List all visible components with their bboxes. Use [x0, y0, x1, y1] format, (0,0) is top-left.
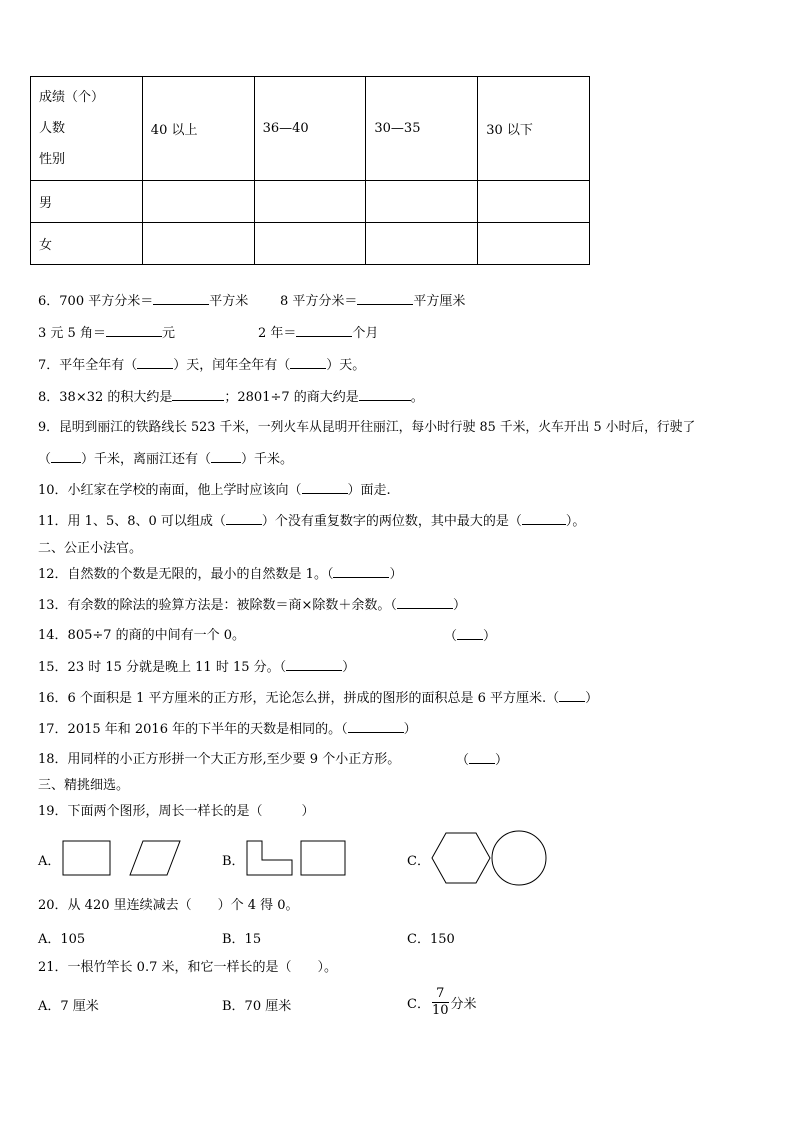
answer-blank[interactable] [226, 512, 262, 525]
table-header-row [31, 77, 590, 181]
answer-blank[interactable] [457, 627, 483, 640]
option-c-figures [430, 830, 550, 888]
q14-text: （ [444, 629, 458, 644]
question-21: 21．一根竹竿长 0.7 米，和它一样长的是（ ）。 [38, 960, 337, 975]
question-14-answer [444, 627, 496, 646]
q12-text: ） [389, 567, 403, 582]
table-header-cell: 30 以下 [478, 77, 590, 181]
q9-text: ）千米。 [241, 452, 294, 467]
square-shape [301, 841, 345, 875]
question-14 [38, 627, 245, 645]
option-c-label[interactable]: C． [407, 854, 430, 869]
question-16 [38, 689, 598, 708]
table-header-cell: 40 以上 [142, 77, 254, 181]
hexagon-shape [432, 833, 490, 883]
option-c[interactable] [407, 986, 477, 1019]
q11-text: ）。 [565, 514, 586, 529]
question-13 [38, 596, 466, 615]
q10-text: 10．小红家在学校的南面，他上学时应该向（ [38, 483, 302, 498]
q18-text: （ [456, 753, 470, 768]
table-cell[interactable] [478, 223, 590, 265]
section-3-heading: 三、精挑细选。 [38, 778, 130, 793]
answer-blank[interactable] [302, 481, 348, 494]
l-shape [247, 841, 292, 875]
option-b[interactable]: B．15 [222, 932, 262, 947]
question-6-line-2 [38, 324, 175, 343]
question-19: 19．下面两个图形，周长一样长的是（ ） [38, 804, 315, 819]
q18-text: ） [495, 753, 509, 768]
answer-blank[interactable] [137, 356, 173, 369]
q14-text: ） [483, 629, 497, 644]
option-c-unit: 分米 [450, 997, 477, 1012]
table-header-cell: 30—35 [366, 77, 478, 181]
table-cell[interactable] [366, 223, 478, 265]
table-header-cell: 36—40 [254, 77, 366, 181]
circle-shape [492, 831, 546, 885]
option-a[interactable]: A．105 [38, 932, 86, 947]
q17-text: ） [403, 722, 417, 737]
answer-blank[interactable] [286, 658, 342, 671]
q6-unit-c: 元 [161, 326, 175, 341]
q8-text: 。 [410, 390, 424, 405]
q13-text: 13．有余数的除法的验算方法是：被除数＝商×除数＋余数。（ [38, 598, 397, 613]
question-18 [38, 751, 400, 769]
question-6-line-1b [280, 292, 465, 311]
question-17 [38, 720, 417, 739]
q7-text: 7．平年全年有（ [38, 358, 138, 373]
table-cell[interactable] [478, 181, 590, 223]
q7-text: ）天，闰年全年有（ [173, 358, 291, 373]
header-line-gender: 性别 [39, 152, 66, 167]
answer-blank[interactable] [469, 751, 495, 764]
option-a-figures [60, 840, 185, 878]
q8-text: 8．38×32 的积大约是 [38, 390, 173, 405]
q16-text: ） [585, 691, 599, 706]
answer-blank[interactable] [153, 292, 209, 305]
q6-part-b: 8 平方分米＝ [280, 294, 358, 309]
answer-blank[interactable] [51, 450, 81, 463]
question-15 [38, 658, 355, 677]
question-9-line-2 [38, 450, 293, 469]
parallelogram-shape [130, 841, 180, 875]
answer-blank[interactable] [357, 292, 413, 305]
answer-blank[interactable] [172, 388, 224, 401]
q11-text: ）个没有重复数字的两位数，其中最大的是（ [261, 514, 522, 529]
q16-text: 16．6 个面积是 1 平方厘米的正方形，无论怎么拼，拼成的图形的面积总是 6 平方厘米.（ [38, 691, 560, 706]
table-row [31, 181, 590, 223]
question-18-answer [456, 751, 508, 770]
answer-blank[interactable] [359, 388, 411, 401]
question-10 [38, 481, 391, 500]
option-b-figures [244, 840, 349, 878]
answer-blank[interactable] [522, 512, 566, 525]
q9-text: （ [38, 452, 52, 467]
option-a[interactable]: A．7 厘米 [38, 999, 99, 1014]
fraction-denominator: 10 [431, 1003, 449, 1018]
fraction [432, 986, 449, 1019]
question-11 [38, 512, 585, 531]
question-8 [38, 388, 424, 407]
table-cell[interactable] [142, 223, 254, 265]
table-cell[interactable] [366, 181, 478, 223]
option-c[interactable]: C．150 [407, 932, 455, 947]
answer-blank[interactable] [333, 565, 389, 578]
option-a-label[interactable]: A． [38, 854, 61, 869]
table-header-diagonal-cell [31, 77, 143, 181]
question-6-line-2b [258, 324, 378, 343]
q6-unit-b: 平方厘米 [413, 294, 466, 309]
q6-part-c: 3 元 5 角＝ [38, 326, 106, 341]
rectangle-shape [63, 841, 110, 875]
answer-blank[interactable] [397, 596, 453, 609]
question-12 [38, 565, 402, 584]
answer-blank[interactable] [211, 450, 241, 463]
q9-text: ）千米，离丽江还有（ [81, 452, 212, 467]
q6-part-a: 6．700 平方分米＝ [38, 294, 154, 309]
answer-blank[interactable] [106, 324, 162, 337]
table-row [31, 223, 590, 265]
question-9-line-1: 9．昆明到丽江的铁路线长 523 千米，一列火车从昆明开往丽江，每小时行驶 85 千米，火车开出 5 小时后，行驶了 [38, 420, 696, 435]
q7-text: ）天。 [326, 358, 366, 373]
q17-text: 17．2015 年和 2016 年的下半年的天数是相同的。（ [38, 722, 348, 737]
q10-text: ）面走. [347, 483, 391, 498]
question-6-line-1 [38, 292, 248, 311]
answer-blank[interactable] [559, 689, 585, 702]
q6-unit-d: 个月 [352, 326, 379, 341]
q6-part-d: 2 年＝ [258, 326, 297, 341]
q18-text: 18．用同样的小正方形拼一个大正方形,至少要 9 个小正方形。 [38, 752, 401, 767]
table-row-label: 女 [31, 223, 143, 265]
table-row-label: 男 [31, 181, 143, 223]
option-b-label[interactable]: B． [222, 854, 245, 869]
score-table [30, 76, 590, 265]
question-7 [38, 356, 365, 375]
q11-text: 11．用 1、5、8、0 可以组成（ [38, 514, 226, 529]
header-line-count: 人数 [39, 121, 66, 136]
answer-blank[interactable] [290, 356, 326, 369]
answer-blank[interactable] [348, 720, 404, 733]
fraction-numerator: 7 [432, 986, 449, 1003]
table-cell[interactable] [254, 181, 366, 223]
q12-text: 12．自然数的个数是无限的，最小的自然数是 1。（ [38, 567, 334, 582]
section-2-heading: 二、公正小法官。 [38, 541, 143, 556]
q8-text: ；2801÷7 的商大约是 [224, 390, 359, 405]
header-line-score: 成绩（个） [39, 90, 105, 105]
q15-text: ） [342, 660, 356, 675]
table-cell[interactable] [142, 181, 254, 223]
table-cell[interactable] [254, 223, 366, 265]
q14-text: 14．805÷7 的商的中间有一个 0。 [38, 628, 246, 643]
option-c-label: C． [407, 997, 430, 1012]
q13-text: ） [452, 598, 466, 613]
option-b[interactable]: B．70 厘米 [222, 999, 292, 1014]
q6-unit-a: 平方米 [209, 294, 249, 309]
q15-text: 15．23 时 15 分就是晚上 11 时 15 分。（ [38, 660, 287, 675]
answer-blank[interactable] [296, 324, 352, 337]
question-20: 20．从 420 里连续减去（ ）个 4 得 0。 [38, 898, 299, 913]
